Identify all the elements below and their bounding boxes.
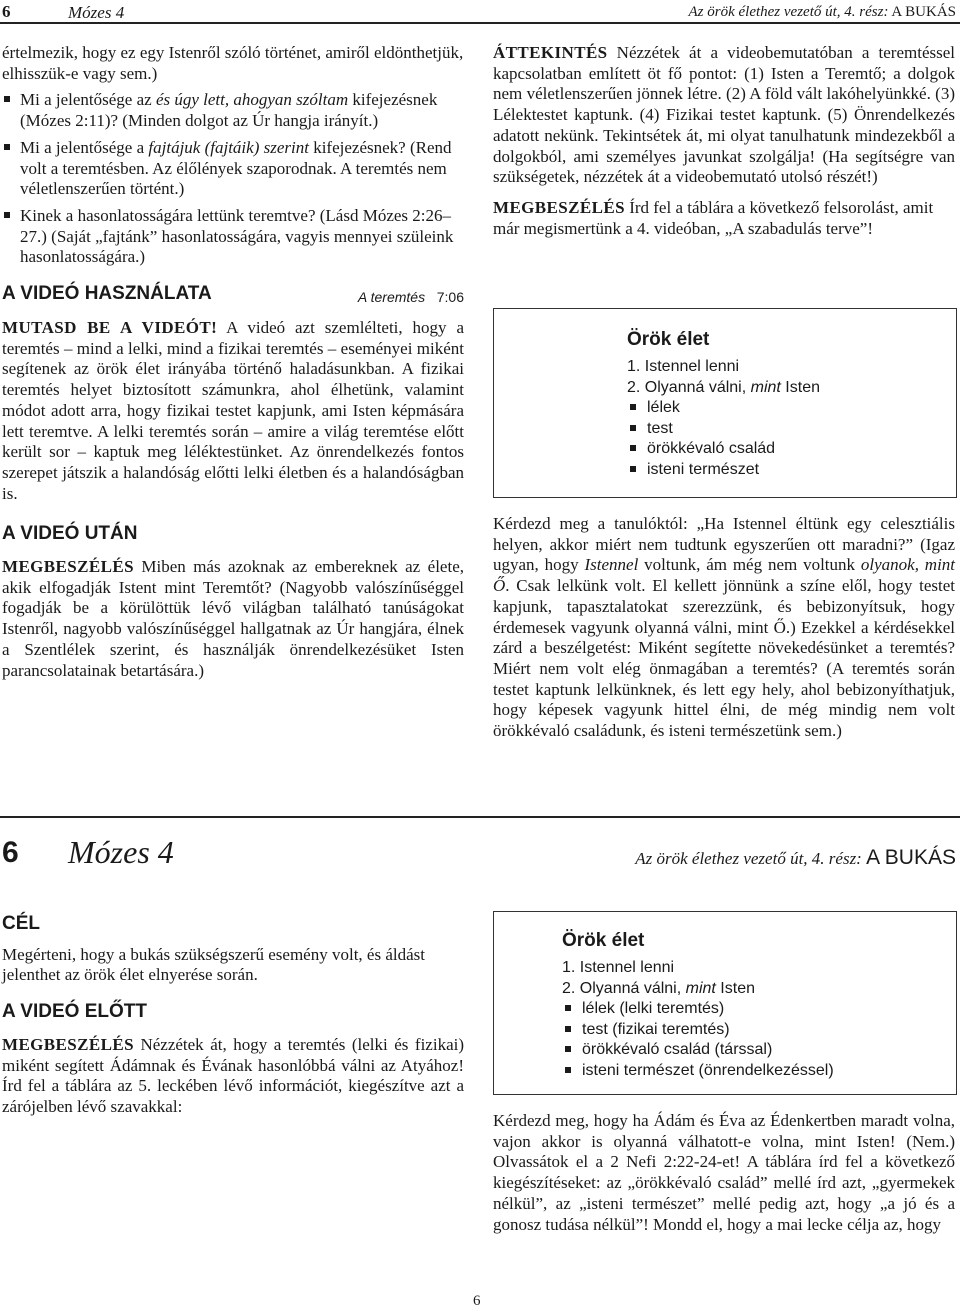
show-video-text: A videó azt szemlélteti, hogy a teremtés – mind a lelki, mind a fizikai teremtés – eseményei miként segítenek az örök élet irányába történő haladásunkban. A fizikai teremtés helyet biztosított számunkra, ahol élhetünk, valamint módot adott arra, hogy fizikai testet kapjunk, ami Isten képmására lett teremtve. A lelki teremtés során – amire a világ teremtése előtt került sor – kaptuk meg léléktestünket. Az önrendelkezés fontos szerepet játszik a halandóság előtti lelki életben és a halandóságban is. (2, 318, 464, 503)
eternal-life-board-box (493, 308, 957, 498)
upper-left-column (2, 43, 464, 681)
lower-page-number: 6 (2, 836, 19, 869)
board-item: lélek (lelki teremtés) (562, 999, 834, 1020)
top-lesson-prefix: Az örök élethez vezető út, 4. rész: (688, 4, 889, 20)
overview-label: ÁTTEKINTÉS (493, 43, 608, 62)
bullet-text: Mi a jelentősége az (20, 90, 156, 110)
board-title: Örök élet (562, 930, 645, 951)
discussion-text: Írd fel a táblára a következő felsorolást, amit már megismertünk a 4. videóban, „A szabadulás terve”! (493, 197, 934, 238)
bullet-text: Mi a jelentősége a (20, 137, 149, 157)
bullet-text: kifejezésnek (Mózes 2:11)? (Minden dolgot az Úr hangja irányít.) (20, 90, 438, 131)
board-line-text: 2. Olyanná válni, (627, 378, 751, 396)
board-line-italic: mint (750, 378, 781, 396)
board-title: Örök élet (627, 329, 710, 350)
top-header-rule (0, 22, 960, 24)
discussion-text: Nézzétek át, hogy a teremtés (lelki és fizikai) miként segített Ádámnak és Évának hasonlóbbá válni az Atyához! Írd fel a táblára az 5. leckében lévő információt, kiegészítve azt a zárójelben lévő szavakkal: (2, 1034, 464, 1116)
after-discussion-paragraph (2, 557, 464, 681)
video-ref-title: A teremtés (357, 289, 426, 306)
question-bullet (2, 90, 464, 131)
video-reference (358, 287, 464, 308)
upper-right-column (493, 43, 955, 239)
footer-page-number: 6 (473, 1293, 481, 1309)
eternal-life-board-box-annotated (493, 911, 957, 1095)
after-video-heading: A VIDEÓ UTÁN (2, 523, 138, 545)
intro-continuation: értelmezik, hogy ez egy Istenről szóló történet, amiről eldönthetjük, elhisszük-e vagy sem.) (2, 43, 464, 83)
ask-students-paragraph (493, 514, 955, 742)
board-line-text: Isten (780, 378, 820, 396)
eden-question-paragraph: Kérdezd meg, hogy ha Ádám és Éva az Édenkertben maradt volna, vajon akkor is olyanná válhatott-e volna, mint Isten! (Nem.) Olvassátok el a 2 Nefi 2:22-24-et! A táblára írd fel a következő kiegészítéseket: az „örökkévaló család” mellé írd azt, „gyermekek nélkül”, az „isteni természet” mellé pedig azt, hogy „a jó és a gonosz tudása nélkül”! Mondd el, hogy a mai lecke célja az, hogy (493, 1111, 955, 1234)
discussion-text: Miben más azoknak az embereknek az élete, akik elfogadják Istent mint Teremtőt? (Nagyobb valószínűséggel fogadják be a körülöttük lévő világban található tanúságokat Istenről, nagyobb valószínűséggel hallgatnak az Úr hangjára, élnek a Szentlélek szerint, és használják önrendelkezésüket Isten parancsolatainak betartására.) (2, 557, 464, 680)
board-item: isteni természet (önrendelkezéssel) (562, 1061, 834, 1082)
list-discussion-paragraph (493, 198, 955, 239)
bullet-italic: és úgy lett, ahogyan szóltam (155, 90, 349, 110)
video-usage-heading: A VIDEÓ HASZNÁLATA (2, 283, 212, 305)
ask-italic: Istennel (584, 555, 639, 575)
ask-text: Kérdezd meg a tanulóktól: „Ha Istennel éltünk egy celesztiális helyen, akkor miért nem tudtunk egyszerűen ott maradni?” (Igaz ugyan, hogy (493, 514, 955, 575)
board-line-text: Isten (715, 979, 755, 997)
bullet-text: Kinek a hasonlatosságára lettünk teremtve? (Lásd Mózes 2:26–27.) (Saját „fajtánk” hasonlatosságára, vagyis mennyei szüleink hasonlatosságára.) (20, 205, 454, 267)
question-bullet (2, 206, 464, 268)
discussion-label: MEGBESZÉLÉS (493, 197, 625, 217)
top-book-title: Mózes 4 (68, 3, 125, 22)
board-item: isteni természet (627, 460, 820, 481)
board-line-2 (562, 979, 834, 1000)
discussion-label: MEGBESZÉLÉS (2, 1034, 134, 1054)
board-item: test (fizikai teremtés) (562, 1020, 834, 1041)
top-lesson-name: A BUKÁS (891, 4, 956, 20)
question-bullet (2, 138, 464, 200)
ask-text: . Csak lelkünk volt. El kellett jönnünk a színe elől, hogy testet kapjunk, tapasztalatokat szerezzünk, és bebizonyítsuk, hogy érdemesek vagyunk olyanná válni, mint Ő.) Ezekkel a kérdésekkel zárd a beszélgetést: Miként segítette növekedésünket a teremtés? Miért nem volt elég önmagában a teremtés? (A teremtés során testet kaptunk lelkünknek, és lett egy hely, ahol bebizonyíthatjuk, hogy képesek vagyunk hittel élni, de még mindig nem volt örökkévaló családunk, és isteni természetünk sem.) (493, 576, 955, 741)
lower-book-title: Mózes 4 (68, 834, 174, 870)
overview-paragraph (493, 43, 955, 188)
top-lesson-title (689, 4, 957, 21)
show-video-paragraph (2, 318, 464, 504)
bullet-text: kifejezésnek? (Rend volt a teremtésben. Az élőlények szaporodnak. A teremtés nem véletlenszerűen történt.) (20, 137, 452, 199)
lower-right-text (493, 1111, 955, 1235)
board-line-1: 1. Istennel lenni (627, 358, 740, 375)
board-item: lélek (627, 398, 820, 419)
board-item: örökkévaló család (627, 439, 820, 460)
board-line-italic: mint (685, 979, 716, 997)
lower-left-column (2, 914, 464, 1118)
goal-heading: CÉL (2, 913, 40, 934)
lower-lesson-prefix: Az örök élethez vezető út, 4. rész: (635, 849, 862, 868)
board-line-1: 1. Istennel lenni (562, 959, 675, 976)
lower-lesson-title (635, 846, 956, 870)
overview-text: Nézzétek át a videobemutatóban a teremtéssel kapcsolatban említett öt fő pontot: (1) Isten a Teremtő; a dolgok nem véletlenszerűen jönnek létre. (2) A föld vált lakóhelyünkké. (3) Lélektestet kaptunk. (4) Fizikai testet kaptunk. (5) Önrendelkezés adatott nekünk. Tekintsétek át, mi olyat tanulhatunk mindezekből a dolgokból, ami személyes javunkat szolgálja! (Ha segítségre van szükségetek, nézzétek át a videobemutató utolsó részét!) (493, 43, 955, 187)
before-video-heading: A VIDEÓ ELŐTT (2, 1001, 147, 1023)
discussion-label: MEGBESZÉLÉS (2, 557, 134, 577)
board-line-text: 2. Olyanná válni, (562, 979, 686, 997)
lower-lesson-name: A BUKÁS (866, 846, 956, 869)
board-item: örökkévaló család (társsal) (562, 1040, 834, 1061)
show-video-label: MUTASD BE A VIDEÓT! (2, 318, 218, 338)
ask-text: voltunk, ám még nem voltunk (638, 555, 861, 575)
video-usage-heading-row (2, 284, 464, 310)
lower-header-rule (0, 816, 960, 818)
board-line-2 (627, 378, 820, 399)
upper-right-lower-text (493, 514, 955, 742)
board-item: test (627, 419, 820, 440)
before-discussion-paragraph (2, 1035, 464, 1118)
bullet-italic: fajtájuk (fajtáik) szerint (148, 137, 309, 157)
top-page-number: 6 (2, 2, 11, 21)
video-ref-time: 7:06 (436, 289, 464, 306)
ask-italic: olyanok, mint Ő (493, 555, 956, 596)
goal-text: Megérteni, hogy a bukás szükségszerű esemény volt, és áldást jelenthet az örök élet elnyerése során. (2, 944, 425, 985)
